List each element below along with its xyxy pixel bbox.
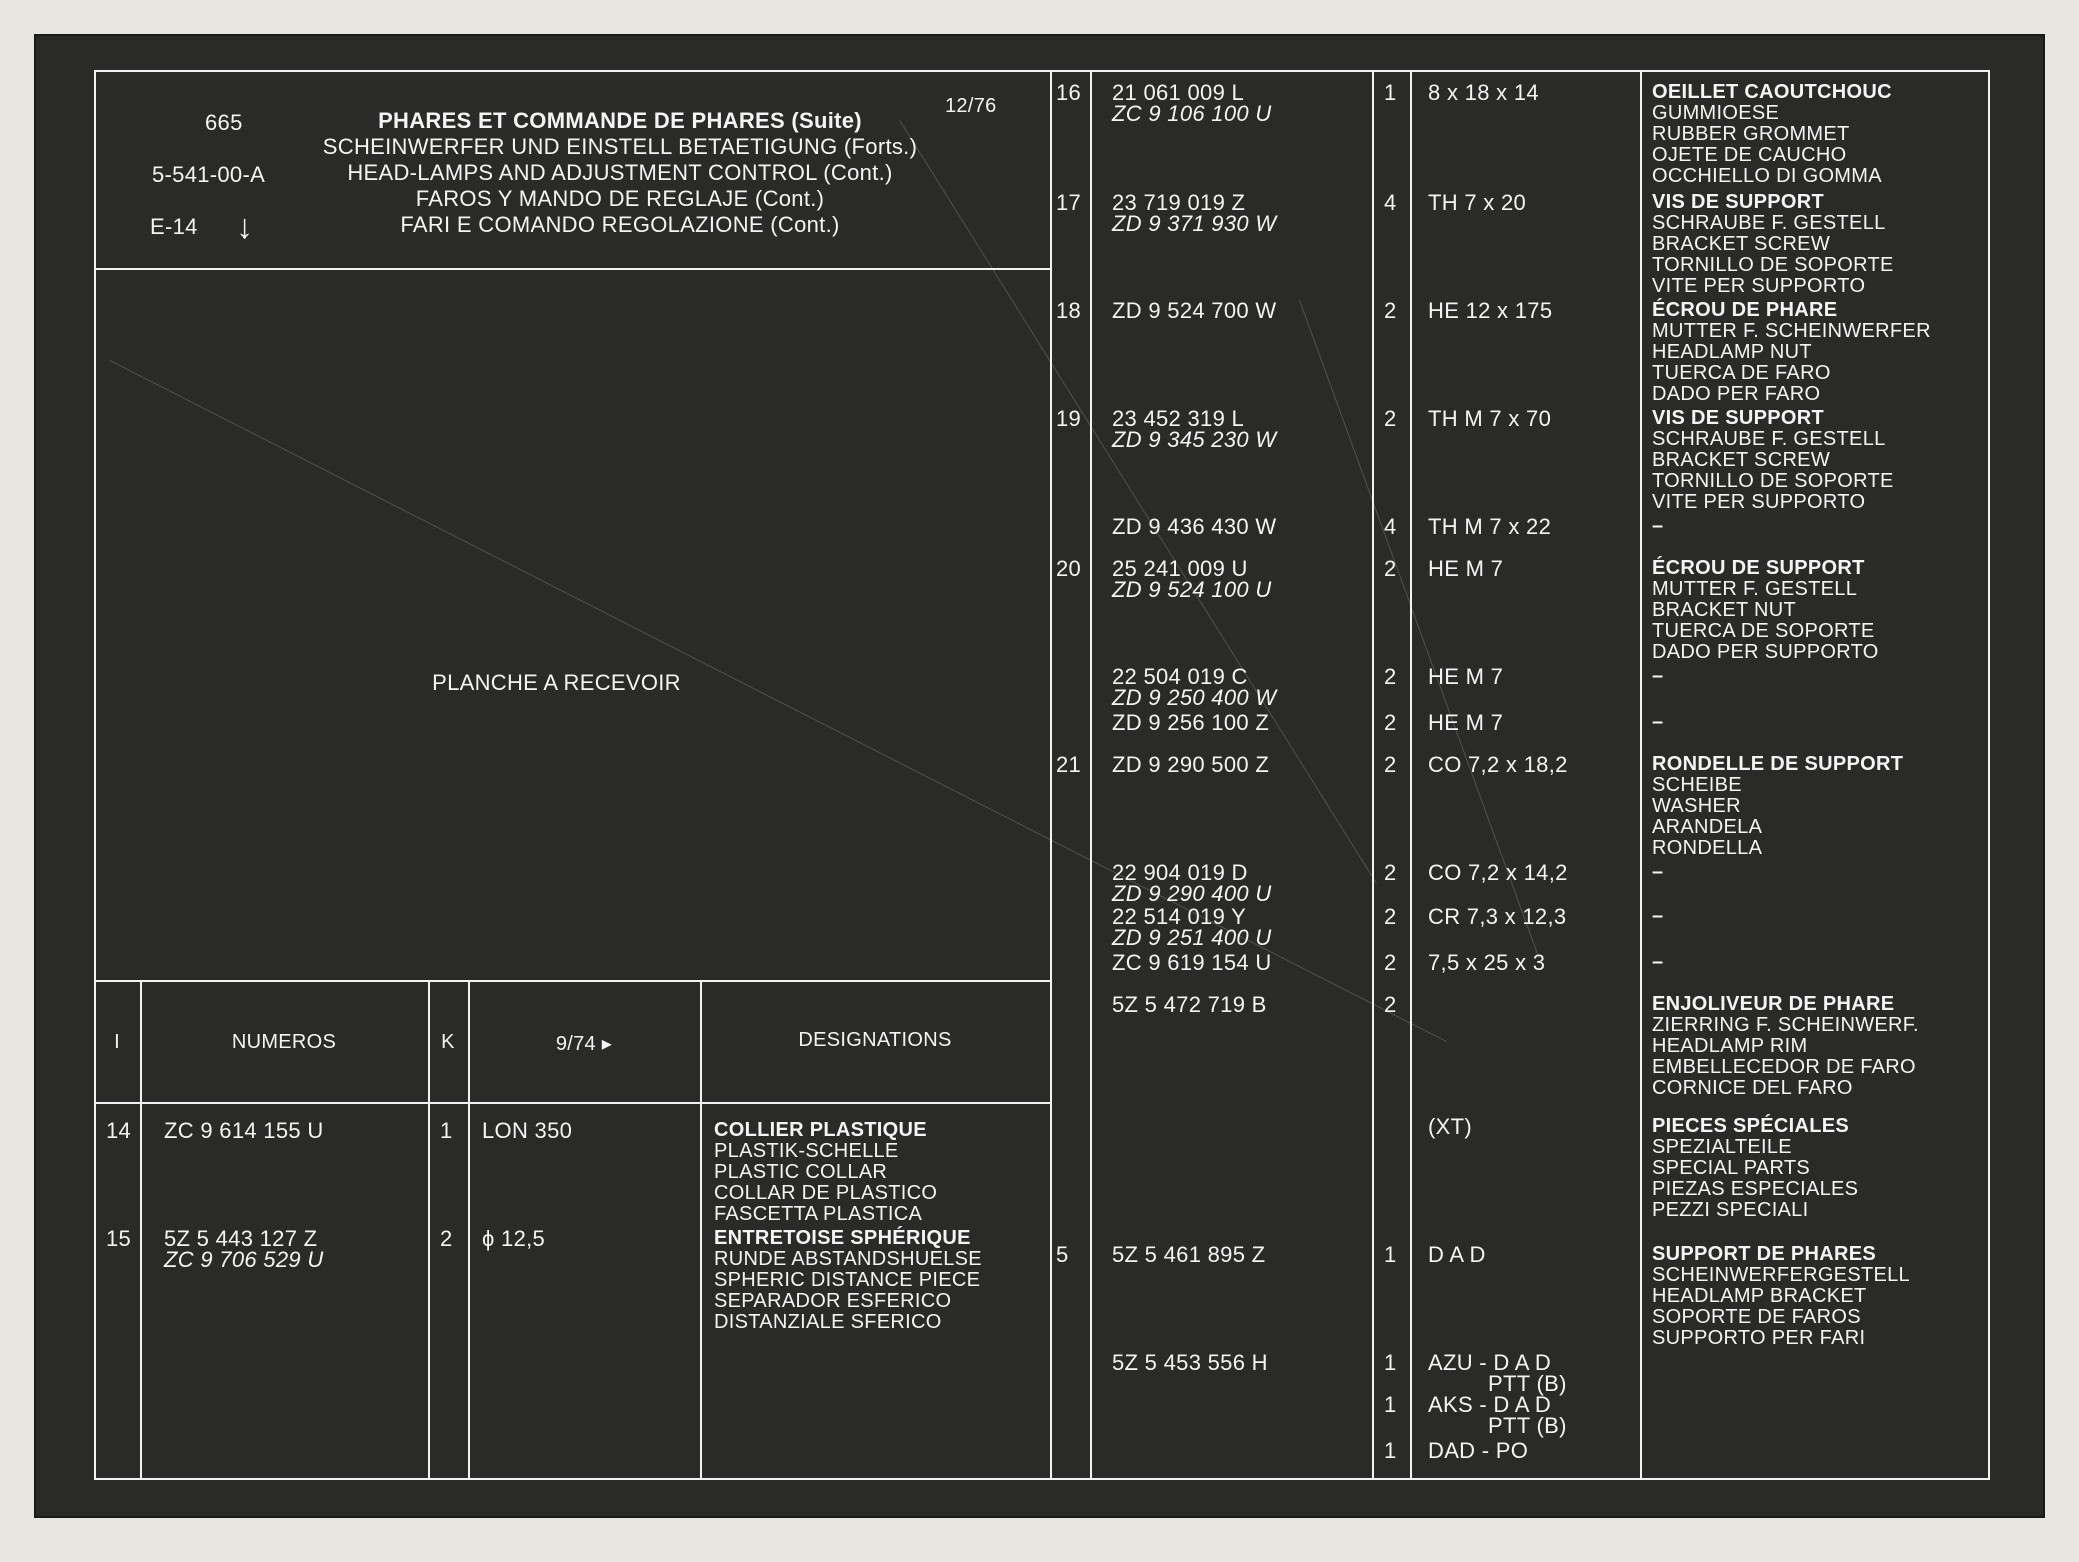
designation-title: PIECES SPÉCIALES xyxy=(1652,1115,1850,1137)
spec: AZU - D A D xyxy=(1428,1350,1552,1375)
col-i-divider xyxy=(140,980,142,1480)
spec: TH M 7 x 22 xyxy=(1428,514,1552,539)
quantity: 1 xyxy=(1384,1392,1397,1417)
column-divider xyxy=(1050,70,1052,1480)
part-number: ZD 9 251 400 U xyxy=(1112,925,1272,950)
quantity: 4 xyxy=(1384,514,1397,539)
quantity: 2 xyxy=(1384,860,1397,885)
designation-translation: CORNICE DEL FARO xyxy=(1652,1077,1853,1099)
issue-date: 12/76 xyxy=(945,95,997,117)
designation-translation: SCHRAUBE F. GESTELL xyxy=(1652,428,1886,450)
part-number: ZD 9 250 400 W xyxy=(1112,685,1277,710)
spec: CO 7,2 x 18,2 xyxy=(1428,752,1568,777)
spec-variant: PTT (B) xyxy=(1488,1371,1567,1396)
spec: 7,5 x 25 x 3 xyxy=(1428,950,1546,975)
designation-translation: SCHRAUBE F. GESTELL xyxy=(1652,212,1886,234)
part-number: ZD 9 345 230 W xyxy=(1112,427,1277,452)
quantity: 2 xyxy=(1384,992,1397,1017)
designation-translation: DADO PER SUPPORTO xyxy=(1652,641,1879,663)
designation-title: ENTRETOISE SPHÉRIQUE xyxy=(714,1227,971,1249)
col-header-numeros: NUMEROS xyxy=(231,1031,337,1053)
quantity: 2 xyxy=(1384,752,1397,777)
part-number: 25 241 009 U xyxy=(1112,556,1248,581)
designation-title: ENJOLIVEUR DE PHARE xyxy=(1652,993,1895,1015)
designation-title: RONDELLE DE SUPPORT xyxy=(1652,753,1904,775)
designation-translation: GUMMIOESE xyxy=(1652,102,1780,124)
designation-title: ÉCROU DE PHARE xyxy=(1652,299,1838,321)
part-number: ZD 9 524 700 W xyxy=(1112,298,1277,323)
designation-translation: RUNDE ABSTANDSHUELSE xyxy=(714,1248,982,1270)
designation-title: SUPPORT DE PHARES xyxy=(1652,1243,1877,1265)
designation-translation: TUERCA DE SOPORTE xyxy=(1652,620,1875,642)
designation-translation: SEPARADOR ESFERICO xyxy=(714,1290,952,1312)
designation-title: VIS DE SUPPORT xyxy=(1652,191,1825,213)
title-it: FARI E COMANDO REGOLAZIONE (Cont.) xyxy=(400,212,840,237)
part-number: ZC 9 619 154 U xyxy=(1112,950,1272,975)
spec: HE 12 x 175 xyxy=(1428,298,1553,323)
col-header-date: 9/74 ▸ xyxy=(555,1033,613,1055)
spec: 8 x 18 x 14 xyxy=(1428,80,1539,105)
designation-translation: SPECIAL PARTS xyxy=(1652,1157,1811,1179)
part-number: ZD 9 256 100 Z xyxy=(1112,710,1270,735)
spec: HE M 7 xyxy=(1428,710,1504,735)
spec: (XT) xyxy=(1428,1114,1472,1139)
designation-translation: VITE PER SUPPORTO xyxy=(1652,491,1866,513)
quantity: 2 xyxy=(1384,664,1397,689)
part-number: ZD 9 524 100 U xyxy=(1112,577,1272,602)
quantity: 4 xyxy=(1384,190,1397,215)
designation-translation: FASCETTA PLASTICA xyxy=(714,1203,923,1225)
part-number: 23 719 019 Z xyxy=(1112,190,1246,215)
quantity: 2 xyxy=(1384,556,1397,581)
designation-title: VIS DE SUPPORT xyxy=(1652,407,1825,429)
part-number: 5Z 5 461 895 Z xyxy=(1112,1242,1266,1267)
title-en: HEAD-LAMPS AND ADJUSTMENT CONTROL (Cont.) xyxy=(347,160,893,185)
designation-translation: PLASTIK-SCHELLE xyxy=(714,1140,899,1162)
spec: D A D xyxy=(1428,1242,1486,1267)
designation-translation: HEADLAMP NUT xyxy=(1652,341,1812,363)
designation-translation: DISTANZIALE SFERICO xyxy=(714,1311,942,1333)
designation-translation: HEADLAMP BRACKET xyxy=(1652,1285,1867,1307)
spec: CO 7,2 x 14,2 xyxy=(1428,860,1568,885)
part-number: ZD 9 290 500 Z xyxy=(1112,752,1270,777)
section-code: E-14 xyxy=(150,214,198,239)
designation-title: COLLIER PLASTIQUE xyxy=(714,1119,927,1141)
spec: TH M 7 x 70 xyxy=(1428,406,1552,431)
part-number: 23 452 319 L xyxy=(1112,406,1245,431)
part-number: ZD 9 371 930 W xyxy=(1112,211,1277,236)
designation-translation: SCHEIBE xyxy=(1652,774,1742,796)
designation-translation: SPEZIALTEILE xyxy=(1652,1136,1792,1158)
part-number: 5Z 5 472 719 B xyxy=(1112,992,1267,1017)
designation-translation: ZIERRING F. SCHEINWERF. xyxy=(1652,1014,1919,1036)
quantity: 2 xyxy=(440,1226,453,1251)
table-header-top xyxy=(94,980,1051,982)
spec: HE M 7 xyxy=(1428,664,1504,689)
designation-translation: BRACKET SCREW xyxy=(1652,449,1831,471)
designation-title: – xyxy=(1652,665,1664,687)
quantity: 1 xyxy=(1384,1242,1397,1267)
designation-title: – xyxy=(1652,951,1664,973)
col-numeros-divider xyxy=(428,980,430,1480)
designation-translation: RUBBER GROMMET xyxy=(1652,123,1850,145)
part-number: ZC 9 106 100 U xyxy=(1112,101,1272,126)
designation-translation: SPHERIC DISTANCE PIECE xyxy=(714,1269,981,1291)
arrow-down-icon: ↓ xyxy=(236,208,253,246)
col-k-divider xyxy=(468,980,470,1480)
designation-translation: OCCHIELLO DI GOMMA xyxy=(1652,165,1882,187)
designation-translation: WASHER xyxy=(1652,795,1741,817)
item-index: 17 xyxy=(1056,190,1082,215)
col-header-k: K xyxy=(441,1031,455,1053)
page-number: 665 xyxy=(205,110,243,135)
quantity: 1 xyxy=(1384,1438,1397,1463)
quantity: 1 xyxy=(440,1118,453,1143)
col-header-i: I xyxy=(114,1031,120,1053)
item-index: 19 xyxy=(1056,406,1082,431)
spec: HE M 7 xyxy=(1428,556,1504,581)
illustration-placeholder: PLANCHE A RECEVOIR xyxy=(432,670,681,695)
right-col-i-divider xyxy=(1090,70,1092,1480)
quantity: 2 xyxy=(1384,298,1397,323)
designation-title: – xyxy=(1652,711,1664,733)
designation-translation: MUTTER F. SCHEINWERFER xyxy=(1652,320,1931,342)
item-index: 14 xyxy=(106,1118,132,1143)
designation-title: – xyxy=(1652,905,1664,927)
designation-translation: EMBELLECEDOR DE FARO xyxy=(1652,1056,1916,1078)
part-number: 22 514 019 Y xyxy=(1112,904,1247,929)
item-index: 21 xyxy=(1056,752,1082,777)
title-es: FAROS Y MANDO DE REGLAJE (Cont.) xyxy=(415,186,825,211)
item-index: 16 xyxy=(1056,80,1082,105)
col-header-designations: DESIGNATIONS xyxy=(798,1029,952,1051)
spec: CR 7,3 x 12,3 xyxy=(1428,904,1567,929)
col-spec-divider xyxy=(700,980,702,1480)
designation-translation: ARANDELA xyxy=(1652,816,1763,838)
designation-title: – xyxy=(1652,861,1664,883)
part-number: 5Z 5 453 556 H xyxy=(1112,1350,1268,1375)
designation-translation: DADO PER FARO xyxy=(1652,383,1821,405)
part-number: ZD 9 290 400 U xyxy=(1112,881,1272,906)
designation-translation: TORNILLO DE SOPORTE xyxy=(1652,254,1894,276)
designation-translation: VITE PER SUPPORTO xyxy=(1652,275,1866,297)
quantity: 2 xyxy=(1384,406,1397,431)
designation-translation: BRACKET SCREW xyxy=(1652,233,1831,255)
right-col-k-divider xyxy=(1410,70,1412,1480)
spec: AKS - D A D xyxy=(1428,1392,1552,1417)
quantity: 2 xyxy=(1384,710,1397,735)
designation-translation: TORNILLO DE SOPORTE xyxy=(1652,470,1894,492)
designation-translation: BRACKET NUT xyxy=(1652,599,1797,621)
designation-translation: HEADLAMP RIM xyxy=(1652,1035,1808,1057)
quantity: 1 xyxy=(1384,80,1397,105)
designation-title: – xyxy=(1652,515,1664,537)
spec-variant: PTT (B) xyxy=(1488,1413,1567,1438)
quantity: 2 xyxy=(1384,950,1397,975)
designation-title: ÉCROU DE SUPPORT xyxy=(1652,557,1865,579)
designation-translation: SUPPORTO PER FARI xyxy=(1652,1327,1866,1349)
item-index: 20 xyxy=(1056,556,1082,581)
spec: ϕ 12,5 xyxy=(482,1226,546,1251)
header-divider xyxy=(94,268,1051,270)
quantity: 1 xyxy=(1384,1350,1397,1375)
part-number: ZC 9 706 529 U xyxy=(164,1247,324,1272)
designation-translation: COLLAR DE PLASTICO xyxy=(714,1182,938,1204)
quantity: 2 xyxy=(1384,904,1397,929)
item-index: 15 xyxy=(106,1226,132,1251)
spec: DAD - PO xyxy=(1428,1438,1529,1463)
designation-translation: RONDELLA xyxy=(1652,837,1763,859)
designation-title: OEILLET CAOUTCHOUC xyxy=(1652,81,1892,103)
designation-translation: OJETE DE CAUCHO xyxy=(1652,144,1847,166)
designation-translation: SOPORTE DE FAROS xyxy=(1652,1306,1861,1328)
designation-translation: PLASTIC COLLAR xyxy=(714,1161,888,1183)
designation-translation: PIEZAS ESPECIALES xyxy=(1652,1178,1859,1200)
designation-translation: MUTTER F. GESTELL xyxy=(1652,578,1858,600)
right-col-numeros-divider xyxy=(1372,70,1374,1480)
part-number: 21 061 009 L xyxy=(1112,80,1245,105)
designation-translation: SCHEINWERFERGESTELL xyxy=(1652,1264,1910,1286)
spec: TH 7 x 20 xyxy=(1428,190,1527,215)
designation-translation: PEZZI SPECIALI xyxy=(1652,1199,1809,1221)
part-number: 5Z 5 443 127 Z xyxy=(164,1226,318,1251)
title-fr: PHARES ET COMMANDE DE PHARES (Suite) xyxy=(378,108,862,133)
reference-code: 5-541-00-A xyxy=(152,162,266,187)
part-number: 22 904 019 D xyxy=(1112,860,1248,885)
part-number: ZD 9 436 430 W xyxy=(1112,514,1277,539)
part-number: ZC 9 614 155 U xyxy=(164,1118,324,1143)
part-number: 22 504 019 C xyxy=(1112,664,1248,689)
right-col-spec-divider xyxy=(1640,70,1642,1480)
item-index: 5 xyxy=(1056,1242,1069,1267)
spec: LON 350 xyxy=(482,1118,573,1143)
item-index: 18 xyxy=(1056,298,1082,323)
designation-translation: TUERCA DE FARO xyxy=(1652,362,1831,384)
table-header-bottom xyxy=(94,1102,1051,1104)
title-de: SCHEINWERFER UND EINSTELL BETAETIGUNG (Forts.) xyxy=(322,134,918,159)
